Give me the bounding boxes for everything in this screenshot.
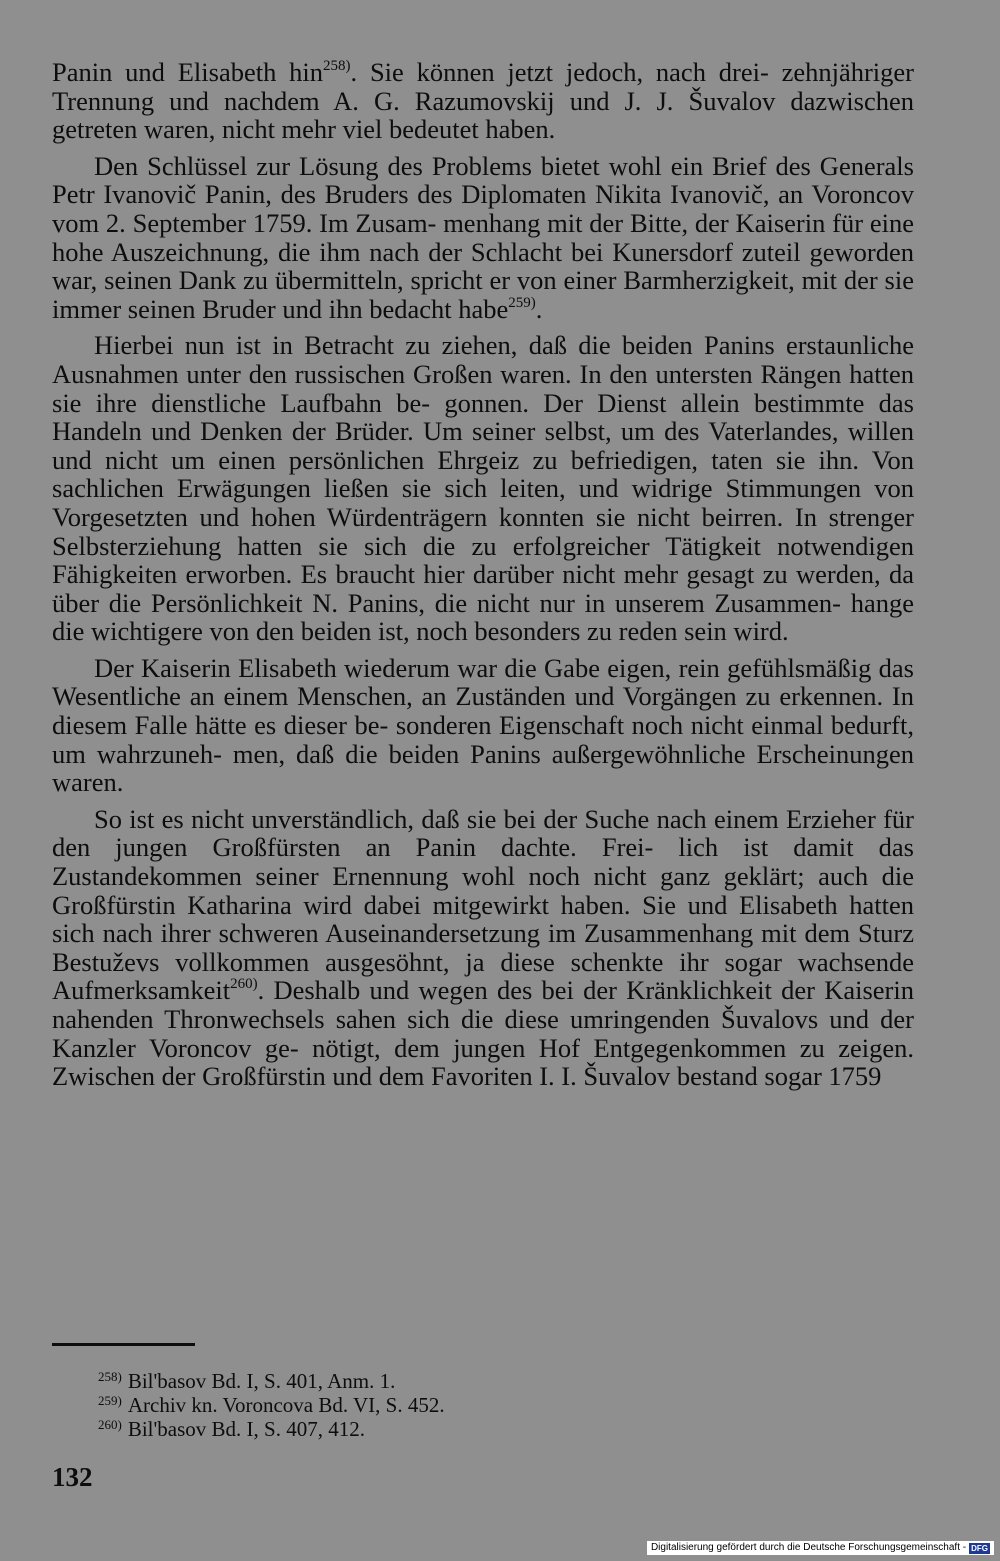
dfg-logo: DFG [971,1543,988,1553]
paragraph [52,331,914,646]
page-number: 132 [52,1462,93,1492]
footnote-reference: 258) [323,58,351,74]
digitization-credit [647,1541,994,1555]
footnote-text: Archiv kn. Voroncova Bd. VI, S. 452. [127,1393,445,1417]
footnote-reference: 259) [508,294,536,311]
paragraph-text: . Deshalb und wegen des bei der Kränklichkeit der Kaiserin nahenden Thronwechsels sahen sich die diese umringenden Šuvalovs und der Kanzler Voroncov ge- nötigt, dem jungen Hof Entgegenkommen zu zeigen. Zwischen der Großfürstin und dem Favoriten I. I. Šuvalov bestand sogar 1759 [52,975,914,1092]
footnote-mark: 258) [98,1369,122,1384]
paragraph-text: Den Schlüssel zur Lösung des Problems bietet wohl ein Brief des Generals Petr Ivanovič Panin, des Bruders des Diplomaten Nikita Ivanovič, an Voroncov vom 2. September 1759. Im Zusam- menhang mit der Bitte, der Kaiserin für eine hohe Auszeichnung, die ihm nach der Schlacht bei Kunersdorf zuteil geworden war, seinen Dank zu übermitteln, spricht er von einer Barmherzigkeit, mit der sie immer seinen Bruder und ihn bedacht habe [52,150,914,324]
paragraph [52,152,914,324]
footnotes [98,1369,445,1441]
footnote-mark: 259) [98,1393,122,1408]
paragraph-text: . [535,293,543,324]
paragraph [52,805,914,1091]
paragraph-text: . Sie können jetzt jedoch, nach drei- zehnjähriger Trennung und nachdem A. G. Razumovskij und J. J. Šuvalov dazwischen getreten waren, nicht mehr viel bedeutet haben. [52,57,915,145]
paragraph [52,58,914,144]
footnote-text: Bil'basov Bd. I, S. 407, 412. [127,1417,365,1441]
footnote-divider [52,1343,195,1346]
paragraph-text: Der Kaiserin Elisabeth wiederum war die Gabe eigen, rein gefühlsmäßig das Wesentliche an einem Menschen, an Zuständen und Vorgängen zu erkennen. In diesem Falle hätte es dieser be- sonderen Eigenschaft noch nicht einmal bedurft, um wahrzuneh- men, daß die beiden Panins außergewöhnliche Erscheinungen waren. [52,652,914,798]
paragraph-text: Panin und Elisabeth hin [52,57,324,87]
footnote-reference: 260) [230,976,258,993]
body-text [52,58,914,1091]
footnote [98,1369,445,1393]
paragraph-text: So ist es nicht unverständlich, daß sie bei der Suche nach einem Erzieher für den jungen Großfürsten an Panin dachte. Frei- lich ist damit das Zustandekommen seiner Ernennung wohl noch nicht ganz geklärt; auch die Großfürstin Katharina wird dabei mitgewirkt haben. Sie und Elisabeth hatten sich nach ihrer schweren Auseinandersetzung im Zusammenhang mit dem Sturz Bestuževs vollkommen ausgesöhnt, ja diese schenkte ihr sogar wachsende Aufmerksamkeit [52,803,914,1006]
footnote [98,1393,445,1417]
footnote-text: Bil'basov Bd. I, S. 401, Anm. 1. [127,1369,396,1393]
credit-text: Digitalisierung gefördert durch die Deutsche Forschungsgemeinschaft - [650,1542,967,1553]
paragraph [52,654,914,797]
footnote-mark: 260) [98,1417,122,1432]
paragraph-text: Hierbei nun ist in Betracht zu ziehen, daß die beiden Panins erstaunliche Ausnahmen unter den russischen Großen waren. In den untersten Rängen hatten sie ihre dienstliche Laufbahn be- gonnen. Der Dienst allein bestimmte das Handeln und Denken der Brüder. Um seiner selbst, um des Vaterlandes, willen und nicht um einen persönlichen Ehrgeiz zu befriedigen, taten sie ihn. Von sachlichen Erwägungen ließen sie sich leiten, und widrige Stimmungen von Vorgesetzten und hohen Würdenträgern konnten sie nicht beirren. In strenger Selbsterziehung hatten sie sich die zu erfolgreicher Tätigkeit notwendigen Fähigkeiten erworben. Es braucht hier darüber nicht mehr gesagt zu werden, da über die Persönlichkeit N. Panins, die nicht nur in unserem Zusammen- hange die wichtigere von den beiden ist, noch besonders zu reden sein wird. [52,330,914,647]
footnote [98,1417,445,1441]
